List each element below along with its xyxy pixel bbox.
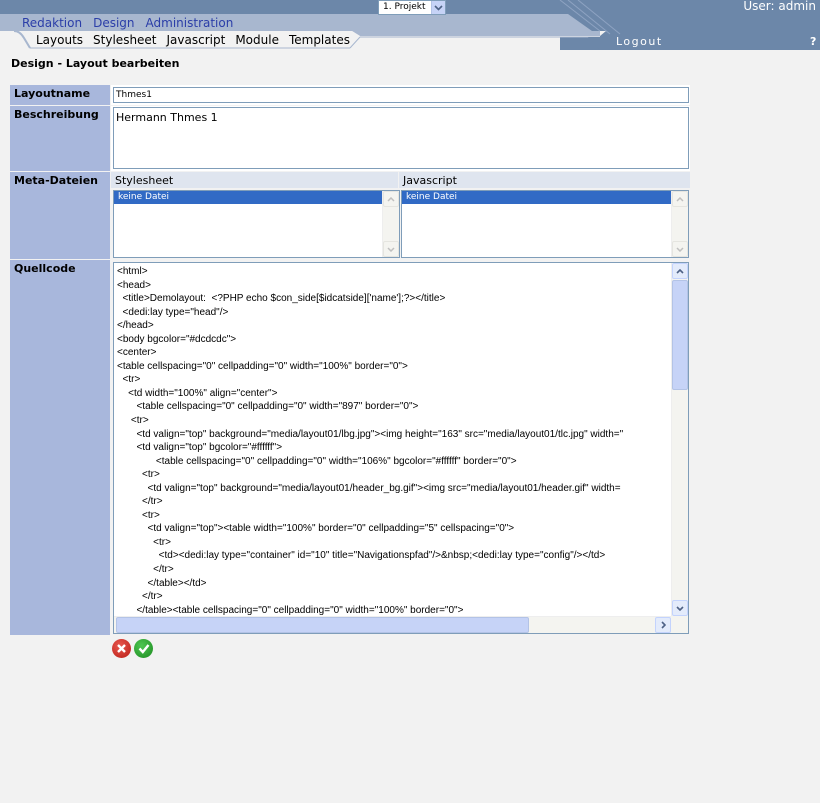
logout-link[interactable]: Logout bbox=[616, 35, 663, 48]
scroll-up-icon[interactable] bbox=[672, 263, 688, 279]
layoutname-input[interactable]: Thmes1 bbox=[113, 87, 689, 103]
layoutname-label: Layoutname bbox=[10, 85, 110, 105]
save-button[interactable] bbox=[134, 639, 153, 658]
scroll-up-icon[interactable] bbox=[672, 191, 688, 207]
source-code-lines bbox=[117, 265, 623, 617]
source-code-line: <table cellspacing="0" cellpadding="0" width="106%" bgcolor="#ffffff" border="0"> bbox=[117, 455, 517, 467]
horizontal-scroll-thumb[interactable] bbox=[116, 617, 529, 633]
source-code-line: <tr> bbox=[117, 509, 160, 521]
source-code-line: <td width="100%" align="center"> bbox=[117, 387, 278, 399]
source-horizontal-scrollbar[interactable] bbox=[114, 616, 671, 633]
source-code-line: <body bgcolor="#dcdcdc"> bbox=[117, 333, 237, 345]
menu-item-design[interactable]: Design bbox=[93, 16, 135, 30]
chevron-down-icon[interactable] bbox=[431, 1, 445, 14]
project-select-value: 1. Projekt bbox=[383, 2, 426, 12]
source-code-line: <tr> bbox=[117, 374, 141, 386]
submenu-item-stylesheet[interactable]: Stylesheet bbox=[93, 33, 157, 47]
source-code-line: <center> bbox=[117, 347, 157, 359]
stylesheet-option-selected[interactable]: keine Datei bbox=[114, 191, 382, 204]
source-code-line: <td valign="top" background="media/layout01/lbg.jpg"><img height="163" src="media/layout01/tlc.jpg" width=" bbox=[117, 428, 624, 440]
source-code-line: <td valign="top" bgcolor="#ffffff"> bbox=[117, 442, 283, 454]
source-code-line: <title>Demolayout: <?PHP echo $con_side[$idcatside]['name'];?></title> bbox=[117, 293, 446, 305]
scrollbar-corner bbox=[671, 616, 688, 633]
user-label: User: admin bbox=[743, 0, 816, 13]
submenu-item-templates[interactable]: Templates bbox=[288, 33, 350, 47]
menu-item-redaktion[interactable]: Redaktion bbox=[22, 16, 83, 30]
submenu-item-layouts[interactable]: Layouts bbox=[36, 33, 84, 47]
sub-menu bbox=[36, 33, 350, 47]
scroll-down-icon[interactable] bbox=[383, 241, 399, 257]
javascript-listbox[interactable] bbox=[401, 190, 689, 258]
layoutname-cell bbox=[111, 85, 690, 105]
page-title: Design - Layout bearbeiten bbox=[11, 57, 180, 70]
source-code-line: <tr> bbox=[117, 415, 149, 427]
project-select[interactable] bbox=[378, 0, 446, 15]
javascript-header: Javascript bbox=[399, 172, 690, 188]
cancel-icon bbox=[116, 643, 127, 654]
main-menu bbox=[22, 16, 233, 30]
menu-item-administration[interactable]: Administration bbox=[145, 16, 234, 30]
source-code-line: <tr> bbox=[117, 536, 171, 548]
source-code-line: </head> bbox=[117, 320, 154, 332]
form-actions bbox=[112, 639, 153, 658]
source-code-line: <head> bbox=[117, 279, 151, 291]
scroll-down-icon[interactable] bbox=[672, 600, 688, 616]
source-code-line: </tr> bbox=[117, 496, 163, 508]
source-code-line: <td valign="top" background="media/layout01/header_bg.gif"><img src="media/layout01/header.gif" width= bbox=[117, 482, 621, 494]
source-code-line: <dedi:lay type="head"/> bbox=[117, 306, 229, 318]
source-code-line: <td valign="top"><table width="100%" border="0" cellpadding="5" cellspacing="0"> bbox=[117, 523, 515, 535]
cancel-button[interactable] bbox=[112, 639, 131, 658]
source-code-textarea[interactable] bbox=[113, 262, 689, 634]
source-code-line: <tr> bbox=[117, 469, 160, 481]
beschreibung-cell bbox=[111, 106, 690, 171]
scroll-right-icon[interactable] bbox=[655, 617, 671, 633]
vertical-scroll-thumb[interactable] bbox=[672, 280, 688, 390]
scroll-up-icon[interactable] bbox=[383, 191, 399, 207]
meta-dateien-label: Meta-Dateien bbox=[10, 172, 110, 259]
submenu-item-javascript[interactable]: Javascript bbox=[166, 33, 226, 47]
submenu-item-module[interactable]: Module bbox=[235, 33, 279, 47]
help-link[interactable]: ? bbox=[810, 35, 817, 48]
source-code-line: <table cellspacing="0" cellpadding="0" width="897" border="0"> bbox=[117, 401, 419, 413]
source-code-line: <table cellspacing="0" cellpadding="0" width="100%" border="0"> bbox=[117, 360, 408, 372]
stylesheet-header: Stylesheet bbox=[111, 172, 398, 188]
javascript-scrollbar[interactable] bbox=[671, 191, 688, 257]
source-code-line: <td><dedi:lay type="container" id="10" title="Navigationspfad"/>&nbsp;<dedi:lay type="config"/></td> bbox=[117, 550, 606, 562]
stylesheet-scrollbar[interactable] bbox=[382, 191, 399, 257]
source-vertical-scrollbar[interactable] bbox=[671, 263, 688, 616]
check-icon bbox=[138, 643, 150, 654]
javascript-option-selected[interactable]: keine Datei bbox=[402, 191, 671, 204]
source-code-line: </tr> bbox=[117, 564, 174, 576]
scroll-down-icon[interactable] bbox=[672, 241, 688, 257]
source-code-line: </table><table cellspacing="0" cellpadding="0" width="100%" border="0"> bbox=[117, 604, 464, 616]
source-code-line: <html> bbox=[117, 266, 148, 277]
header bbox=[0, 0, 820, 50]
source-code-line: </table></td> bbox=[117, 577, 207, 589]
quellcode-label: Quellcode bbox=[10, 260, 110, 635]
beschreibung-label: Beschreibung bbox=[10, 106, 110, 171]
stylesheet-listbox[interactable] bbox=[113, 190, 400, 258]
source-code-line: </tr> bbox=[117, 591, 163, 603]
beschreibung-textarea[interactable]: Hermann Thmes 1 bbox=[113, 107, 689, 169]
